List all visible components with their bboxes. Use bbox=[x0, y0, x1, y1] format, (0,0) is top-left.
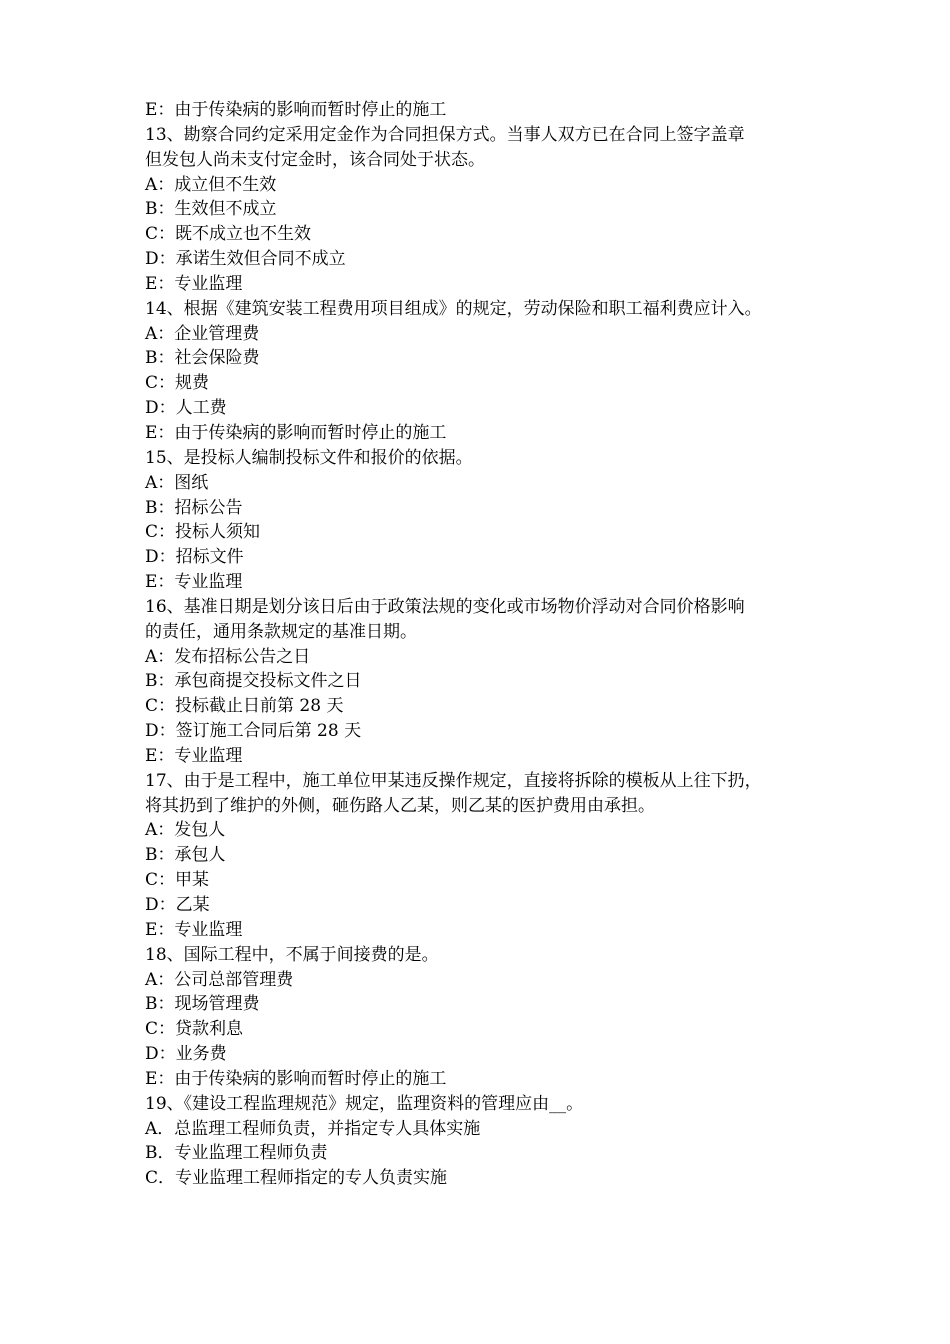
option-line: D：人工费 bbox=[145, 398, 227, 419]
option-line: A．总监理工程师负责，并指定专人具体实施 bbox=[145, 1118, 481, 1139]
question-15-stem: 15、是投标人编制投标文件和报价的依据。 bbox=[145, 447, 473, 468]
option-line: E：专业监理 bbox=[145, 273, 243, 294]
option-line: D：招标文件 bbox=[145, 547, 244, 568]
option-line: B：现场管理费 bbox=[145, 994, 260, 1015]
question-17-stem-cont: 将其扔到了维护的外侧，砸伤路人乙某，则乙某的医护费用由承担。 bbox=[145, 795, 655, 816]
question-16-stem-cont: 的责任，通用条款规定的基准日期。 bbox=[145, 621, 417, 642]
option-line: D：业务费 bbox=[145, 1044, 227, 1065]
option-line: E：由于传染病的影响而暂时停止的施工 bbox=[145, 1068, 447, 1089]
option-line: A：图纸 bbox=[145, 472, 209, 493]
document-page bbox=[145, 98, 825, 1191]
option-line: C：甲某 bbox=[145, 870, 210, 891]
option-line: B：社会保险费 bbox=[145, 348, 260, 369]
question-18-stem: 18、国际工程中，不属于间接费的是。 bbox=[145, 944, 439, 965]
option-line: B：承包人 bbox=[145, 845, 226, 866]
question-13-stem: 13、勘察合同约定采用定金作为合同担保方式。当事人双方已在合同上签字盖章 bbox=[145, 124, 745, 145]
option-line: B：生效但不成立 bbox=[145, 199, 277, 220]
option-line: C：贷款利息 bbox=[145, 1019, 244, 1040]
option-line: B．专业监理工程师负责 bbox=[145, 1143, 328, 1164]
question-16-stem: 16、基准日期是划分该日后由于政策法规的变化或市场物价浮动对合同价格影响 bbox=[145, 596, 745, 617]
option-line: B：招标公告 bbox=[145, 497, 243, 518]
option-line: C：既不成立也不生效 bbox=[145, 224, 312, 245]
option-line: D：承诺生效但合同不成立 bbox=[145, 249, 346, 270]
option-line: A：发包人 bbox=[145, 820, 226, 841]
option-line: D：签订施工合同后第 28 天 bbox=[145, 721, 362, 742]
option-line: C．专业监理工程师指定的专人负责实施 bbox=[145, 1168, 448, 1189]
option-line: C：规费 bbox=[145, 373, 210, 394]
option-line: E：专业监理 bbox=[145, 572, 243, 593]
option-line: A：公司总部管理费 bbox=[145, 969, 294, 990]
option-line: E：由于传染病的影响而暂时停止的施工 bbox=[145, 422, 447, 443]
question-13-stem-cont: 但发包人尚未支付定金时，该合同处于状态。 bbox=[145, 149, 485, 170]
option-line: A：企业管理费 bbox=[145, 323, 260, 344]
option-line: C：投标截止日前第 28 天 bbox=[145, 696, 344, 717]
question-17-stem: 17、由于是工程中，施工单位甲某违反操作规定，直接将拆除的模板从上往下扔， bbox=[145, 770, 762, 791]
option-line: D：乙某 bbox=[145, 895, 210, 915]
text-line: E：由于传染病的影响而暂时停止的施工 bbox=[145, 100, 447, 120]
option-line: A：成立但不生效 bbox=[145, 174, 277, 195]
option-line: A：发布招标公告之日 bbox=[145, 646, 311, 667]
option-line: C：投标人须知 bbox=[145, 522, 261, 543]
question-19-stem: 19、《建设工程监理规范》规定，监理资料的管理应由__。 bbox=[145, 1093, 584, 1114]
question-14-stem: 14、根据《建筑安装工程费用项目组成》的规定，劳动保险和职工福利费应计入。 bbox=[145, 298, 762, 319]
option-line: B：承包商提交投标文件之日 bbox=[145, 671, 362, 692]
option-line: E：专业监理 bbox=[145, 919, 243, 940]
option-line: E：专业监理 bbox=[145, 745, 243, 766]
